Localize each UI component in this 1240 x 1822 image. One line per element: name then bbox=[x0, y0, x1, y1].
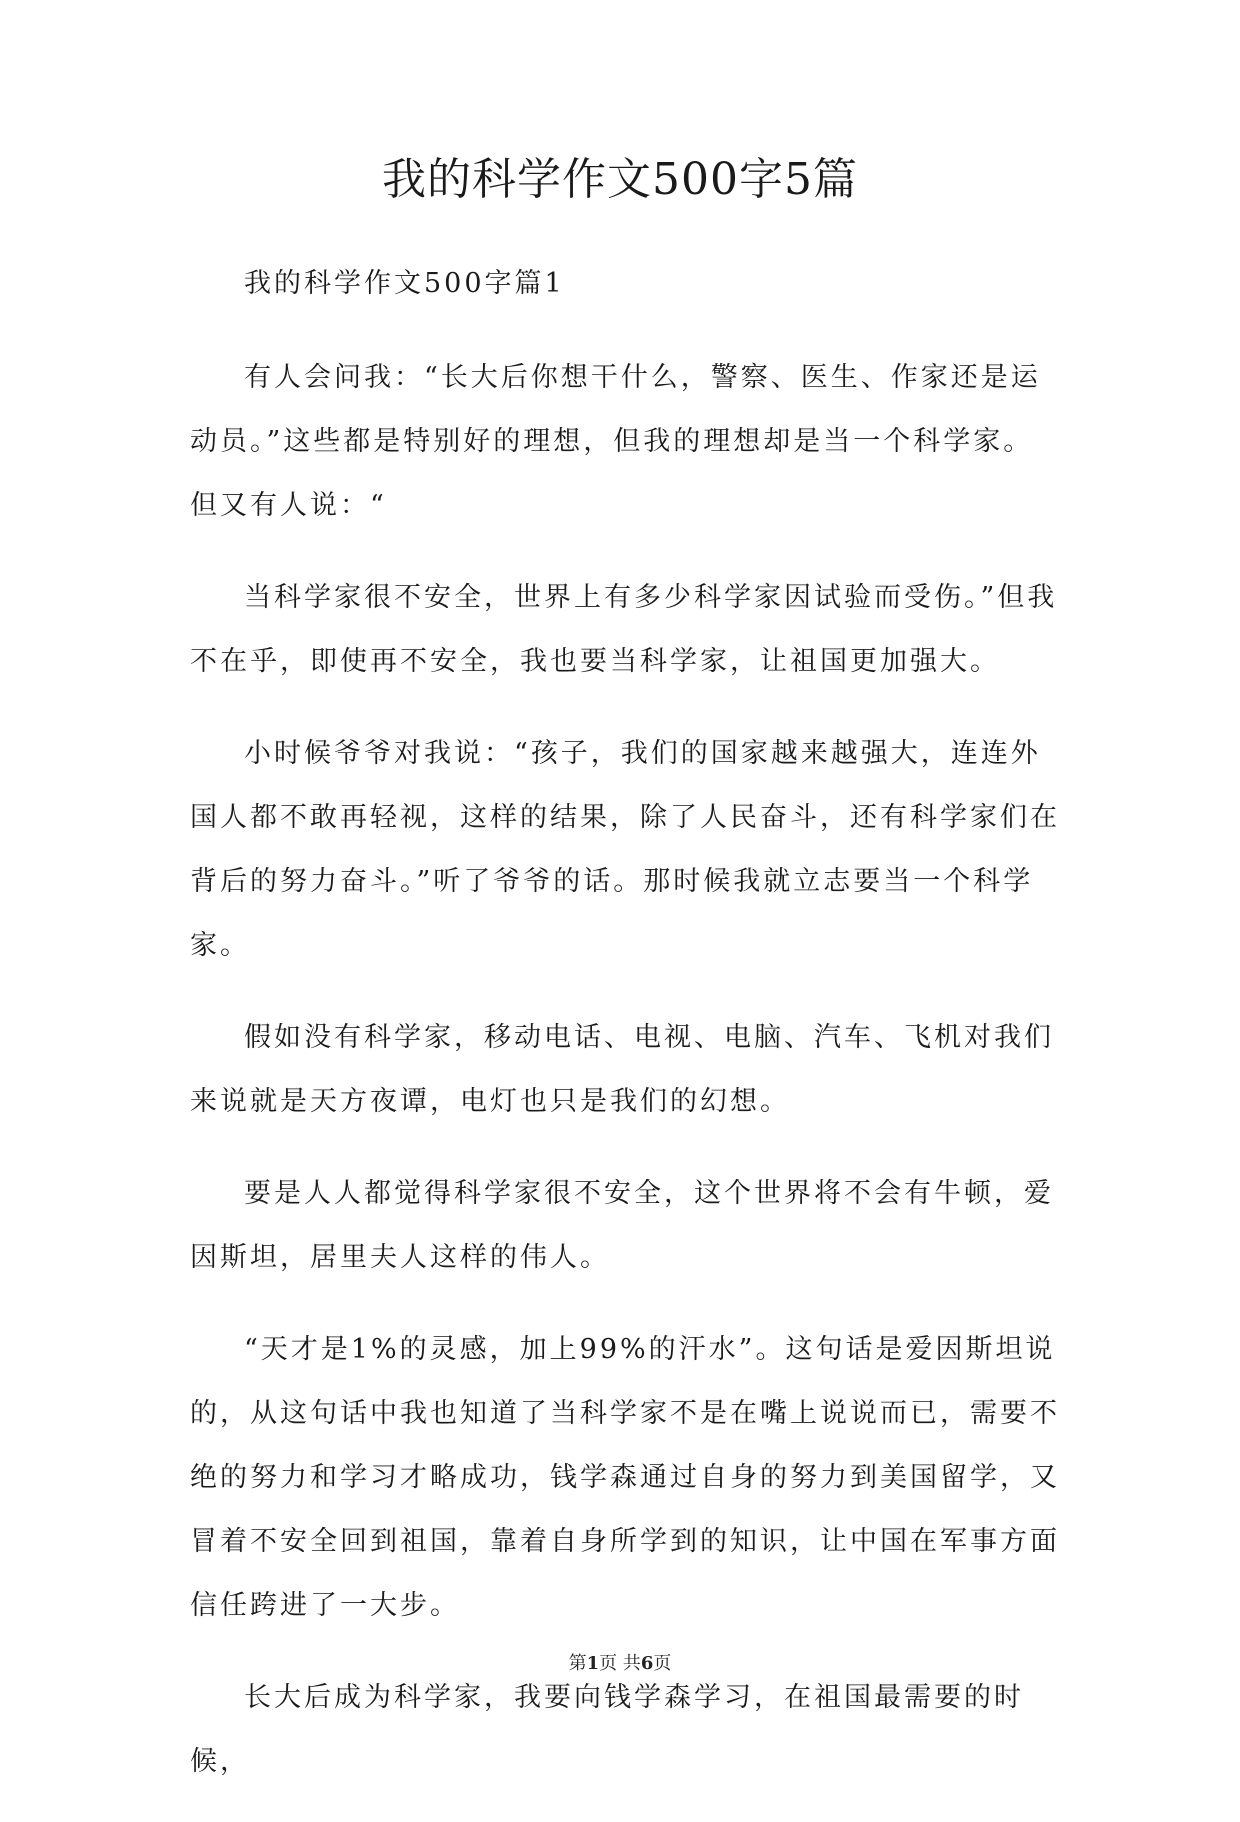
page-footer bbox=[0, 1652, 1240, 1676]
paragraph: 有人会问我：“长大后你想干什么，警察、医生、作家还是运动员。”这些都是特别好的理想，但我的理想却是当一个科学家。但又有人说：“ bbox=[190, 362, 1041, 521]
paragraph: 假如没有科学家，移动电话、电视、电脑、汽车、飞机对我们来说就是天方夜谭，电灯也只是我们的幻想。 bbox=[190, 1022, 1054, 1117]
document-body bbox=[190, 252, 1060, 1822]
paragraph: 长大后成为科学家，我要向钱学森学习，在祖国最需要的时候， bbox=[190, 1682, 1024, 1777]
paragraph: 小时候爷爷对我说：“孩子，我们的国家越来越强大，连连外国人都不敢再轻视，这样的结果，除了人民奋斗，还有科学家们在背后的努力奋斗。”听了爷爷的话。那时候我就立志要当一个科学家。 bbox=[190, 738, 1060, 961]
footer-suffix: 页 bbox=[653, 1653, 672, 1674]
document-title: 我的科学作文500字5篇 bbox=[382, 154, 858, 205]
paragraph: 当科学家很不安全，世界上有多少科学家因试验而受伤。”但我不在乎，即使再不安全，我也要当科学家，让祖国更加强大。 bbox=[190, 582, 1058, 677]
footer-prefix: 第 bbox=[568, 1653, 587, 1674]
section-heading: 我的科学作文500字篇1 bbox=[244, 268, 565, 299]
footer-total-pages: 6 bbox=[640, 1653, 654, 1674]
paragraph: 要是人人都觉得科学家很不安全，这个世界将不会有牛顿，爱因斯坦，居里夫人这样的伟人。 bbox=[190, 1178, 1054, 1273]
footer-middle: 页 共 bbox=[599, 1653, 641, 1674]
paragraph: “天才是1%的灵感，加上99%的汗水”。这句话是爱因斯坦说的，从这句话中我也知道了当科学家不是在嘴上说说而已，需要不绝的努力和学习才略成功，钱学森通过自身的努力到美国留学，又冒着不安全回到祖国，靠着自身所学到的知识，让中国在军事方面信任跨进了一大步。 bbox=[190, 1334, 1060, 1621]
footer-current-page: 1 bbox=[586, 1653, 600, 1674]
